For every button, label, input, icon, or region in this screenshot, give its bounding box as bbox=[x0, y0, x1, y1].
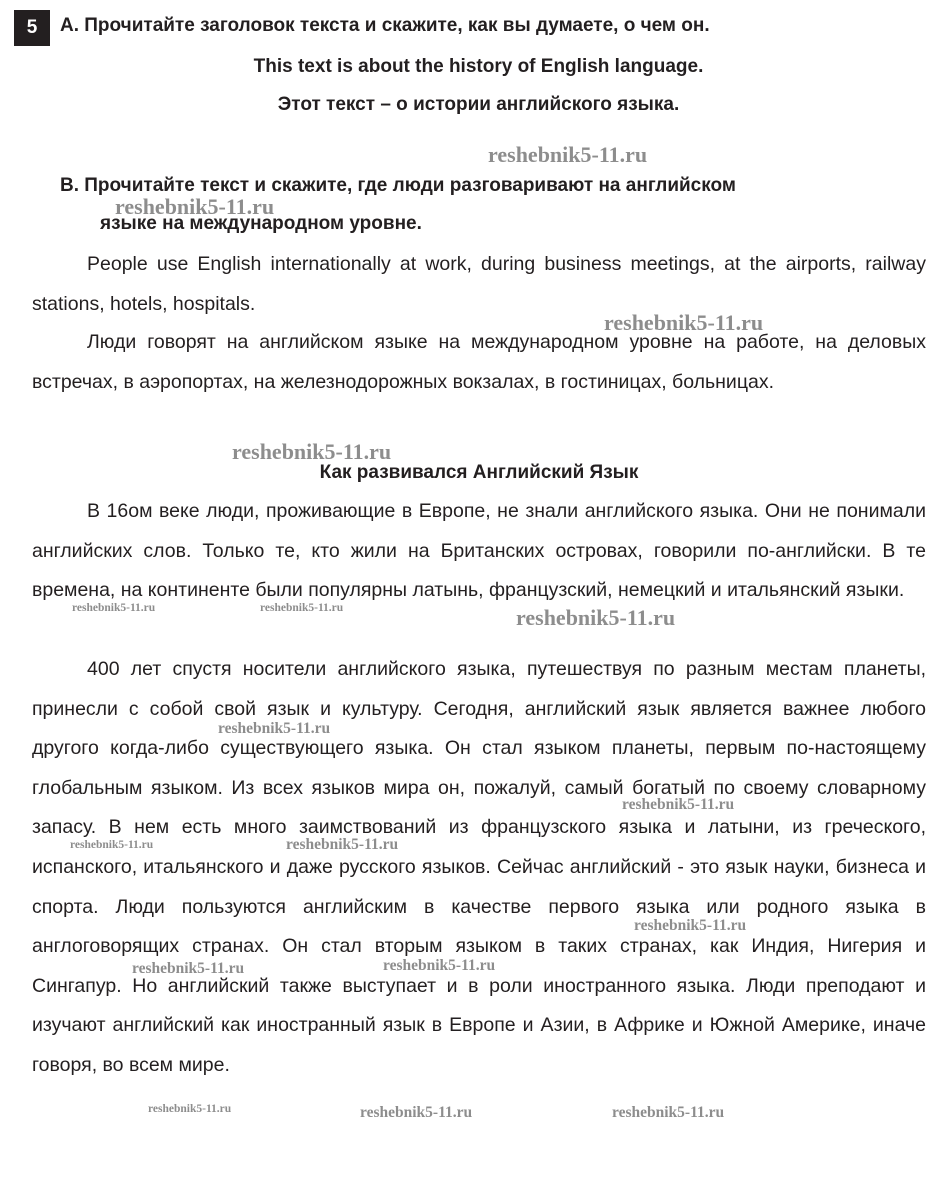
watermark-text: reshebnik5-11.ru bbox=[634, 917, 747, 934]
watermark-text: reshebnik5-11.ru bbox=[218, 720, 331, 737]
answer-russian: Этот текст – о истории английского языка. bbox=[277, 94, 680, 115]
answer-english: This text is about the history of English language. bbox=[253, 56, 704, 77]
watermark-text: reshebnik5-11.ru bbox=[232, 439, 392, 464]
watermark-text: reshebnik5-11.ru bbox=[115, 194, 275, 219]
watermark-text: reshebnik5-11.ru bbox=[612, 1104, 725, 1121]
watermark-text: reshebnik5-11.ru bbox=[286, 836, 399, 853]
watermark-text: reshebnik5-11.ru bbox=[516, 605, 676, 630]
watermark-text: reshebnik5-11.ru bbox=[132, 960, 245, 977]
task-a-instruction: A. Прочитайте заголовок текста и скажите, как вы думаете, о чем он. bbox=[60, 15, 710, 36]
exercise-number-badge: 5 bbox=[14, 10, 50, 46]
watermark-text: reshebnik5-11.ru bbox=[622, 796, 735, 813]
watermark-text: reshebnik5-11.ru bbox=[360, 1104, 473, 1121]
watermark-text: reshebnik5-11.ru bbox=[383, 957, 496, 974]
watermark-text: reshebnik5-11.ru bbox=[72, 602, 156, 614]
watermark-text: reshebnik5-11.ru bbox=[70, 839, 154, 851]
text-heading: Как развивался Английский Язык bbox=[319, 462, 639, 483]
task-b-instruction-line1: B. Прочитайте текст и скажите, где люди разговаривают на английском bbox=[60, 175, 736, 196]
paragraph-russian-translation: Люди говорят на английском языке на международном уровне на работе, на деловых встречах, в аэропортах, на железнодорожных вокзалах, в гостиницах, больницах. bbox=[32, 331, 926, 393]
task-b-instruction-line2: языке на международном уровне. bbox=[100, 213, 422, 234]
paragraph-global-language: 400 лет спустя носители английского языка, путешествуя по разным местам планеты, принесли с собой свой язык и культуру. Сегодня, английский язык является важнее любого другого когда-либо существующего языка. Он стал языком планеты, первым по-настоящему глобальным языком. Из всех языков мира он, пожалуй, самый богатый по своему словарному запасу. В нем есть много заимствований из французского языка и латыни, из греческого, испанского, итальянского и даже русского языков. Сейчас английский - это язык науки, бизнеса и спорта. Люди пользуются английским в качестве первого языка или родного языка в англоговорящих странах. Он стал вторым языком в таких странах, как Индия, Нигерия и Сингапур. Но английский также выступает и в роли иностранного языка. Люди преподают и изучают английский как иностранный язык в Европе и Азии, в Африке и Южной Америке, иначе говоря, во всем мире. bbox=[32, 658, 926, 1076]
watermark-text: reshebnik5-11.ru bbox=[260, 602, 344, 614]
paragraph-english: People use English internationally at work, during business meetings, at the airports, railway stations, hotels, hospitals. bbox=[32, 253, 926, 315]
paragraph-16th-century: В 16ом веке люди, проживающие в Европе, не знали английского языка. Они не понимали английских слов. Только те, кто жили на Британских островах, говорили по-английски. В те времена, на континенте были популярны латынь, французский, немецкий и итальянский языки. bbox=[32, 500, 926, 602]
watermark-text: reshebnik5-11.ru bbox=[604, 310, 764, 335]
watermark-text: reshebnik5-11.ru bbox=[148, 1103, 232, 1115]
watermark-text: reshebnik5-11.ru bbox=[488, 142, 648, 167]
